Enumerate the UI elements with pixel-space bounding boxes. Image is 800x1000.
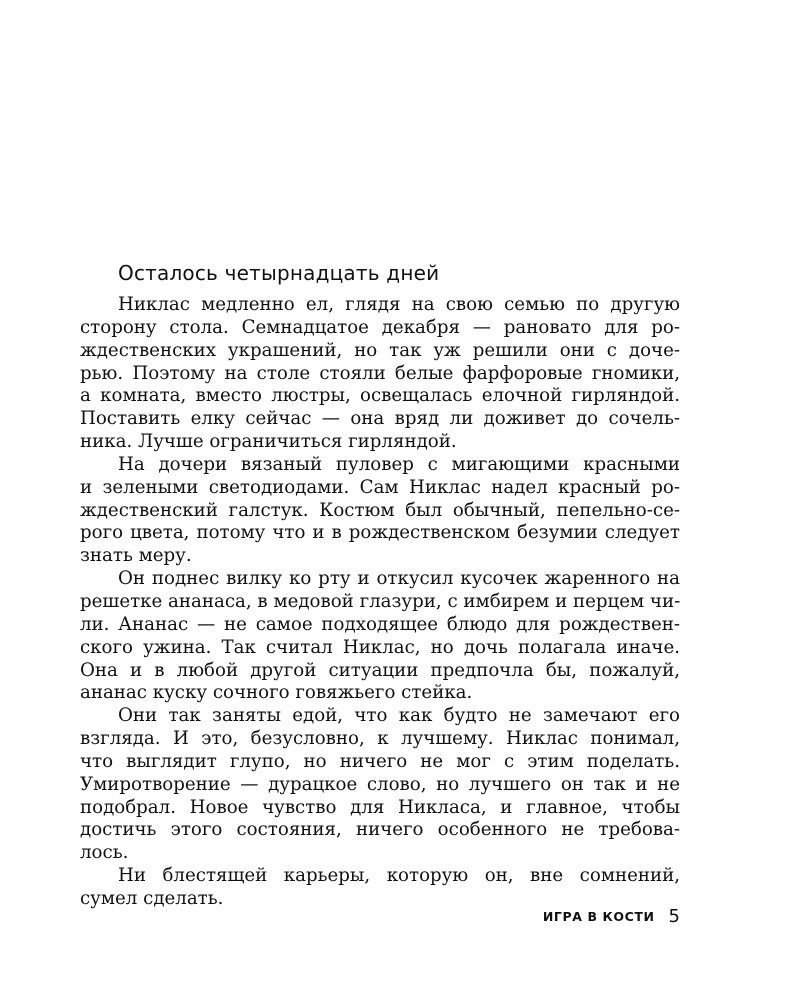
text-line: Она и в любой другой ситуации предпочла бы, пожалуй,	[80, 659, 680, 681]
text-line: достичь этого состояния, ничего особенного не требова-	[80, 819, 680, 841]
text-line: а комната, вместо люстры, освещалась елочной гирляндой.	[80, 385, 680, 407]
paragraph-1	[80, 294, 680, 454]
text-line: что выглядит глупо, но ничего не мог с этим поделать.	[80, 750, 680, 772]
text-line: сторону стола. Семнадцатое декабря — рановато для ро-	[80, 316, 680, 338]
text-line: решетке ананаса, в медовой глазури, с имбирем и перцем чи-	[80, 590, 681, 612]
text-line: знать меру.	[80, 545, 192, 567]
text-line: и зелеными светодиодами. Сам Никлас надел красный ро-	[80, 476, 680, 498]
text-line: ского ужина. Так считал Никлас, но дочь полагала иначе.	[80, 636, 680, 658]
running-footer	[520, 906, 680, 927]
text-line: Поставить елку сейчас — она вряд ли доживет до сочель-	[80, 408, 680, 430]
paragraph-3	[80, 568, 680, 705]
page-number: 5	[668, 906, 680, 927]
text-line: рью. Поэтому на столе стояли белые фарфоровые гномики,	[80, 362, 680, 384]
text-line: ждественских украшений, но так уж решили они с доче-	[80, 339, 680, 361]
running-footer-title: ИГРА В КОСТИ	[542, 909, 655, 924]
text-line: Он поднес вилку ко рту и откусил кусочек жаренного на	[118, 568, 680, 590]
text-line: взгляда. И это, безусловно, к лучшему. Никлас понимал,	[80, 728, 680, 750]
text-line: рого цвета, потому что и в рождественском безумии следует	[80, 522, 680, 544]
text-line: сумел сделать.	[80, 887, 224, 909]
text-line: ли. Ананас — не самое подходящее блюдо для рождествен-	[80, 613, 680, 635]
text-line: ананас куску сочного говяжьего стейка.	[80, 682, 473, 704]
body-text	[80, 294, 680, 911]
paragraph-2	[80, 454, 680, 568]
paragraph-4	[80, 705, 680, 865]
text-line: подобрал. Новое чувство для Никласа, и главное, чтобы	[80, 796, 680, 818]
chapter-title: Осталось четырнадцать дней	[118, 261, 440, 285]
text-line: ждественский галстук. Костюм был обычный, пепельно-се-	[80, 499, 680, 521]
text-line: Они так заняты едой, что как будто не замечают его	[118, 705, 680, 727]
text-line: На дочери вязаный пуловер с мигающими красными	[118, 453, 680, 475]
text-line: Умиротворение — дурацкое слово, но лучшего он так и не	[80, 773, 680, 795]
paragraph-5	[80, 865, 680, 911]
text-line: Ни блестящей карьеры, которую он, вне сомнений,	[118, 865, 680, 887]
text-line: ника. Лучше ограничиться гирляндой.	[80, 431, 457, 453]
text-line: Никлас медленно ел, глядя на свою семью по другую	[118, 294, 680, 315]
text-line: лось.	[80, 842, 129, 864]
